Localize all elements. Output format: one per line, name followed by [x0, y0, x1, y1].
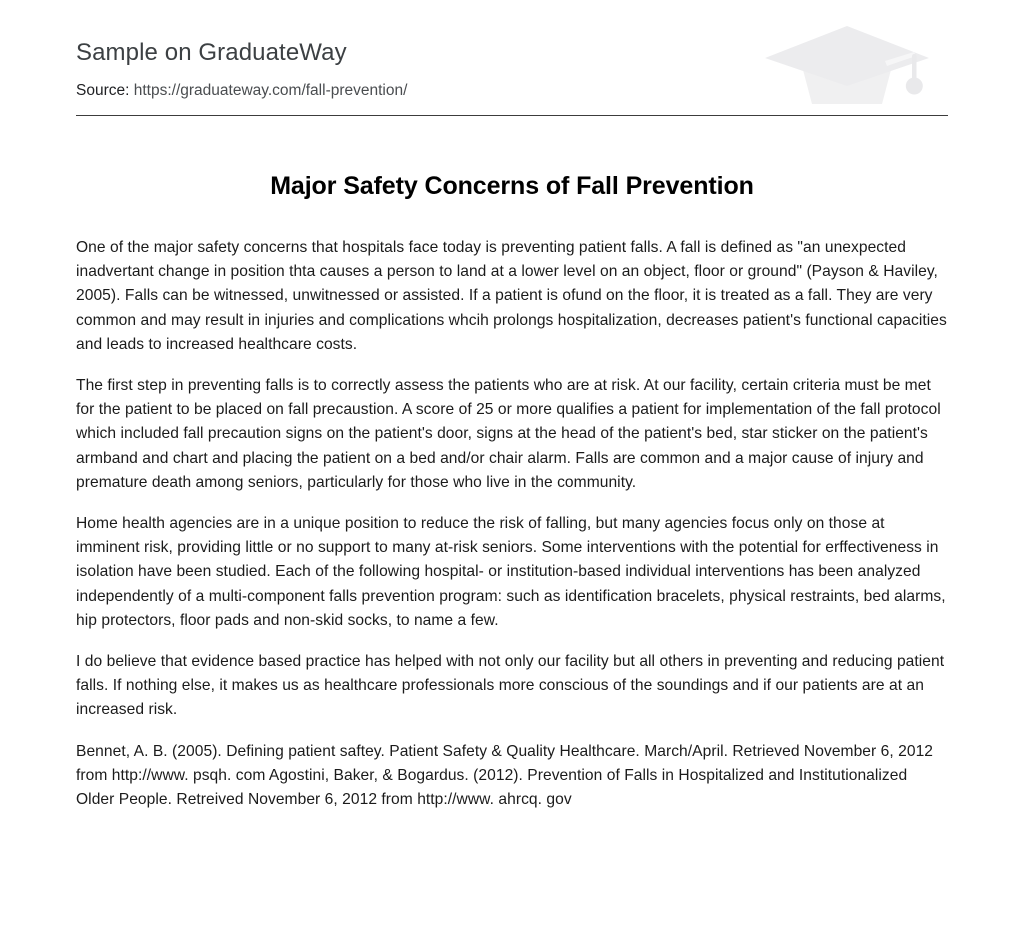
document-body — [76, 236, 948, 812]
body-paragraph: I do believe that evidence based practice has helped with not only our facility but all others in preventing and reducing patient falls. If nothing else, it makes us as healthcare professionals more conscious of the soundings and if our patients are at an increased risk. — [76, 653, 945, 719]
source-label: Source: — [76, 82, 130, 99]
references-paragraph: Bennet, A. B. (2005). Defining patient saftey. Patient Safety & Quality Healthcare. March/April. Retrieved November 6, 2012 from http://www. psqh. com Agostini, Baker, & Bogardus. (2012). Prevention of Falls in Hospitalized and Institutionalized Older People. Retreived November 6, 2012 from http://www. ahrcq. gov — [76, 742, 934, 809]
site-header — [76, 0, 948, 115]
graduation-cap-icon — [754, 18, 954, 118]
body-paragraph: Home health agencies are in a unique position to reduce the risk of falling, but many agencies focus only on those at imminent risk, providing little or no support to many at-risk seniors. Some interventions with the potential for erffectiveness in isolation have been studied. Each of the following hospital- or institution-based individual interventions has been analyzed independently of a multi-component falls prevention program: such as identification bracelets, physical restraints, bed alarms, hip protectors, floor pads and non-skid socks, to name a few. — [76, 515, 946, 629]
source-url-link[interactable]: https://graduateway.com/fall-prevention/ — [133, 82, 408, 99]
page-title: Major Safety Concerns of Fall Prevention — [270, 172, 754, 200]
site-name: Sample on GraduateWay — [76, 39, 347, 66]
body-paragraph: One of the major safety concerns that hospitals face today is preventing patient falls. A fall is defined as "an unexpected inadvertant change in position thta causes a person to land at a lower level on an object, floor or ground" (Payson & Haviley, 2005). Falls can be witnessed, unwitnessed or assisted. If a patient is ofund on the floor, it is treated as a fall. They are very common and may result in injuries and complications whcih prolongs hospitalization, decreases patient's functional capacities and leads to increased healthcare costs. — [76, 239, 947, 353]
body-paragraph: The first step in preventing falls is to correctly assess the patients who are at risk. At our facility, certain criteria must be met for the patient to be placed on fall precaustion. A score of 25 or more qualifies a patient for implementation of the fall protocol which included fall precaution signs on the patient's door, signs at the head of the patient's bed, star sticker on the patient's armband and chart and placing the patient on a bed and/or chair alarm. Falls are common and a major cause of injury and premature death among seniors, particularly for those who live in the community. — [76, 377, 941, 491]
